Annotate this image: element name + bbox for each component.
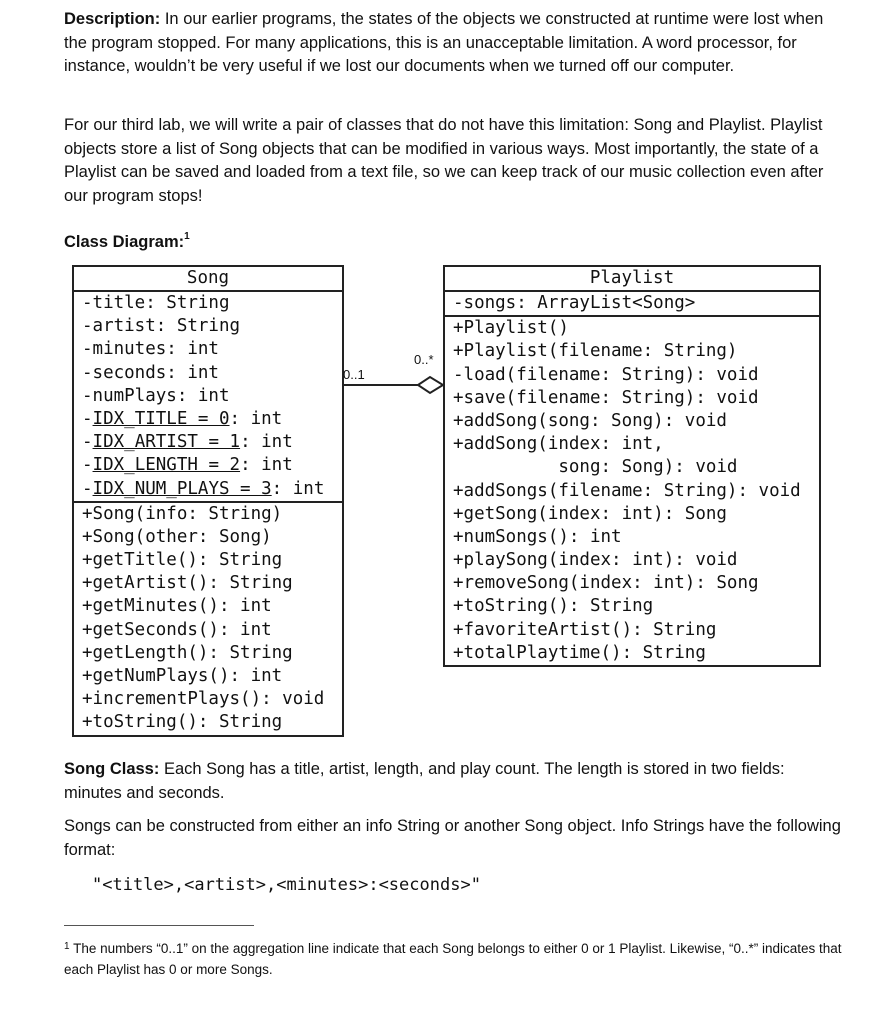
playlist-methods-section xyxy=(445,317,819,665)
song-field: -minutes: int xyxy=(82,339,219,360)
footnote-ref: 1 xyxy=(184,231,190,242)
playlist-method: +numSongs(): int xyxy=(453,526,622,547)
playlist-class-box xyxy=(443,265,821,667)
intro-paragraph: For our third lab, we will write a pair of classes that do not have this limitation: Song and Playlist. Playlist objects store a list of Song objects that can be modified in various ways. Most importantly, the state of a Playlist can be saved and loaded from a text file, so we can keep track of our music collection even after our program stops! xyxy=(64,116,824,205)
song-method: +Song(other: Song) xyxy=(82,526,272,547)
songs-constructed-paragraph: Songs can be constructed from either an info String or another Song object. Info Strings have the following format: xyxy=(64,817,841,859)
playlist-method: +getSong(index: int): Song xyxy=(453,503,727,524)
static-field-name: IDX_ARTIST = 1 xyxy=(92,432,241,453)
playlist-method: +toString(): String xyxy=(453,596,654,617)
footnote-text: The numbers “0..1” on the aggregation line indicate that each Song belongs to either 0 or 1 Playlist. Likewise, “0..*” indicates that each Playlist has 0 or more Songs. xyxy=(64,941,842,977)
playlist-field: -songs: ArrayList<Song> xyxy=(453,293,696,313)
song-class-box xyxy=(72,265,344,737)
song-fields-section xyxy=(74,292,342,503)
footnote xyxy=(64,938,844,980)
song-method: +incrementPlays(): void xyxy=(82,689,325,710)
playlist-class-name: Playlist xyxy=(445,267,819,292)
static-field-visibility: - xyxy=(82,455,93,476)
description-text: In our earlier programs, the states of the objects we constructed at runtime were lost when the program stopped. For many applications, this is an unacceptable limitation. A word processor, for instance, wouldn’t be very useful if we lost our documents when we turned off our computer. xyxy=(64,10,824,75)
song-methods-section xyxy=(74,503,342,735)
playlist-method: +save(filename: String): void xyxy=(453,387,759,408)
format-string: "<title>,<artist>,<minutes>:<seconds>" xyxy=(92,875,481,895)
song-field: -title: String xyxy=(82,293,230,313)
playlist-method: +addSong(index: int, xyxy=(453,434,664,455)
playlist-method: +favoriteArtist(): String xyxy=(453,619,717,640)
aggregation-diamond xyxy=(418,377,443,393)
static-field-type: : int xyxy=(240,455,293,476)
playlist-method: +removeSong(index: int): Song xyxy=(453,573,759,594)
playlist-method: -load(filename: String): void xyxy=(453,364,759,385)
song-method: +getArtist(): String xyxy=(82,573,293,594)
song-static-field xyxy=(82,408,334,431)
static-field-visibility: - xyxy=(82,432,93,453)
song-method: +getMinutes(): int xyxy=(82,596,272,617)
song-class-label: Song Class: xyxy=(64,760,160,778)
song-method: +toString(): String xyxy=(82,712,283,733)
playlist-method: song: Song): void xyxy=(453,457,738,478)
song-class-paragraph xyxy=(64,758,844,805)
static-field-visibility: - xyxy=(82,408,93,429)
class-diagram-heading xyxy=(64,233,190,252)
static-field-type: : int xyxy=(240,432,293,453)
song-method: +Song(info: String) xyxy=(82,503,283,524)
playlist-method: +Playlist(filename: String) xyxy=(453,341,738,362)
static-field-type: : int xyxy=(229,408,283,429)
song-static-field xyxy=(82,478,334,501)
song-static-field xyxy=(82,431,334,454)
static-field-name: IDX_NUM_PLAYS = 3 xyxy=(92,478,272,499)
static-field-name: IDX_TITLE = 0 xyxy=(92,408,230,429)
class-diagram-heading-text: Class Diagram: xyxy=(64,233,185,251)
playlist-method: +addSongs(filename: String): void xyxy=(453,480,801,501)
playlist-method: +playSong(index: int): void xyxy=(453,550,738,571)
playlist-method: +Playlist() xyxy=(453,318,569,339)
song-class-name: Song xyxy=(74,267,342,292)
song-method: +getSeconds(): int xyxy=(82,619,272,640)
playlist-fields-section xyxy=(445,292,819,317)
description-paragraph xyxy=(64,8,844,79)
song-method: +getLength(): String xyxy=(82,642,293,663)
description-label: Description: xyxy=(64,10,161,28)
song-field: -artist: String xyxy=(82,316,241,337)
song-field: -seconds: int xyxy=(82,362,219,383)
static-field-visibility: - xyxy=(82,478,93,499)
playlist-method: +addSong(song: Song): void xyxy=(453,410,727,431)
footnote-divider xyxy=(64,925,254,926)
playlist-method: +totalPlaytime(): String xyxy=(453,642,706,663)
song-class-text: Each Song has a title, artist, length, and play count. The length is stored in two fields: minutes and seconds. xyxy=(64,760,785,802)
multiplicity-playlist: 0..* xyxy=(414,352,434,367)
static-field-name: IDX_LENGTH = 2 xyxy=(92,455,241,476)
song-field: -numPlays: int xyxy=(82,385,230,406)
song-static-field xyxy=(82,454,334,477)
footnote-mark: 1 xyxy=(64,941,70,952)
static-field-type: : int xyxy=(271,478,325,499)
song-method: +getNumPlays(): int xyxy=(82,666,283,686)
song-method: +getTitle(): String xyxy=(82,550,283,571)
multiplicity-song: 0..1 xyxy=(343,367,365,382)
